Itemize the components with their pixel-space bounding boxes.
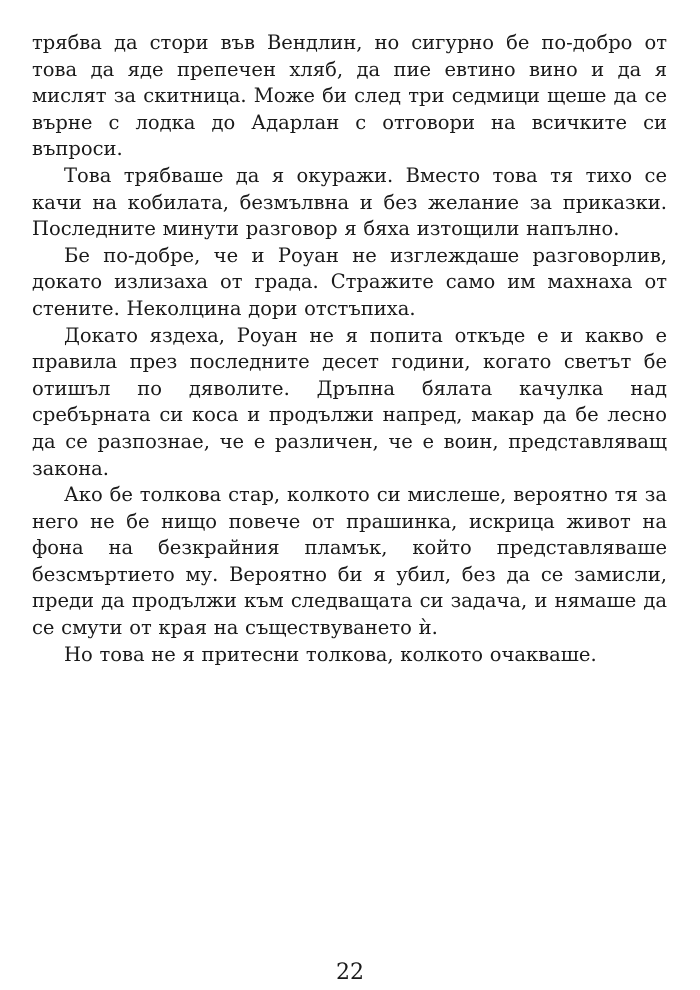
paragraph: Това трябваше да я окуражи. Вместо това тя тихо се качи на кобилата, безмълвна и без желание за приказки. Последните минути разговор я бяха изтощили напълно. [32, 163, 667, 241]
paragraph: Но това не я притесни толкова, колкото очакваше. [64, 642, 597, 666]
paragraph: Докато яздеха, Роуан не я попита откъде е и какво е правила през последните десет години, когато светът бе отишъл по дяволите. Дръпна бялата качулка над сребърната си коса и продължи напред, макар да бе лесно да се разпознае, че е различен, че е воин, представляващ закона. [32, 323, 667, 480]
body-text [32, 30, 667, 668]
paragraph: Ако бе толкова стар, колкото си мислеше, вероятно тя за него не бе нищо повече от прашинка, искрица живот на фона на безкрайния пламък, който представляваше безсмъртието му. Вероятно би я убил, без да се замисли, преди да продължи към следващата си задача, и нямаше да се смути от края на съществуването ѝ. [32, 483, 667, 640]
paragraph: Бе по-добре, че и Роуан не изглеждаше разговорлив, докато излизаха от града. Стражите само им махнаха от стените. Неколцина дори отстъпиха. [32, 243, 667, 320]
paragraph: трябва да стори във Вендлин, но сигурно бе по-добро от това да яде препечен хляб, да пие евтино вино и да я мислят за скитница. Може би след три седмици щеше да се върне с лодка до Адарлан с отговори на всичките си въпроси. [32, 31, 667, 161]
page-number: 22 [336, 960, 364, 985]
